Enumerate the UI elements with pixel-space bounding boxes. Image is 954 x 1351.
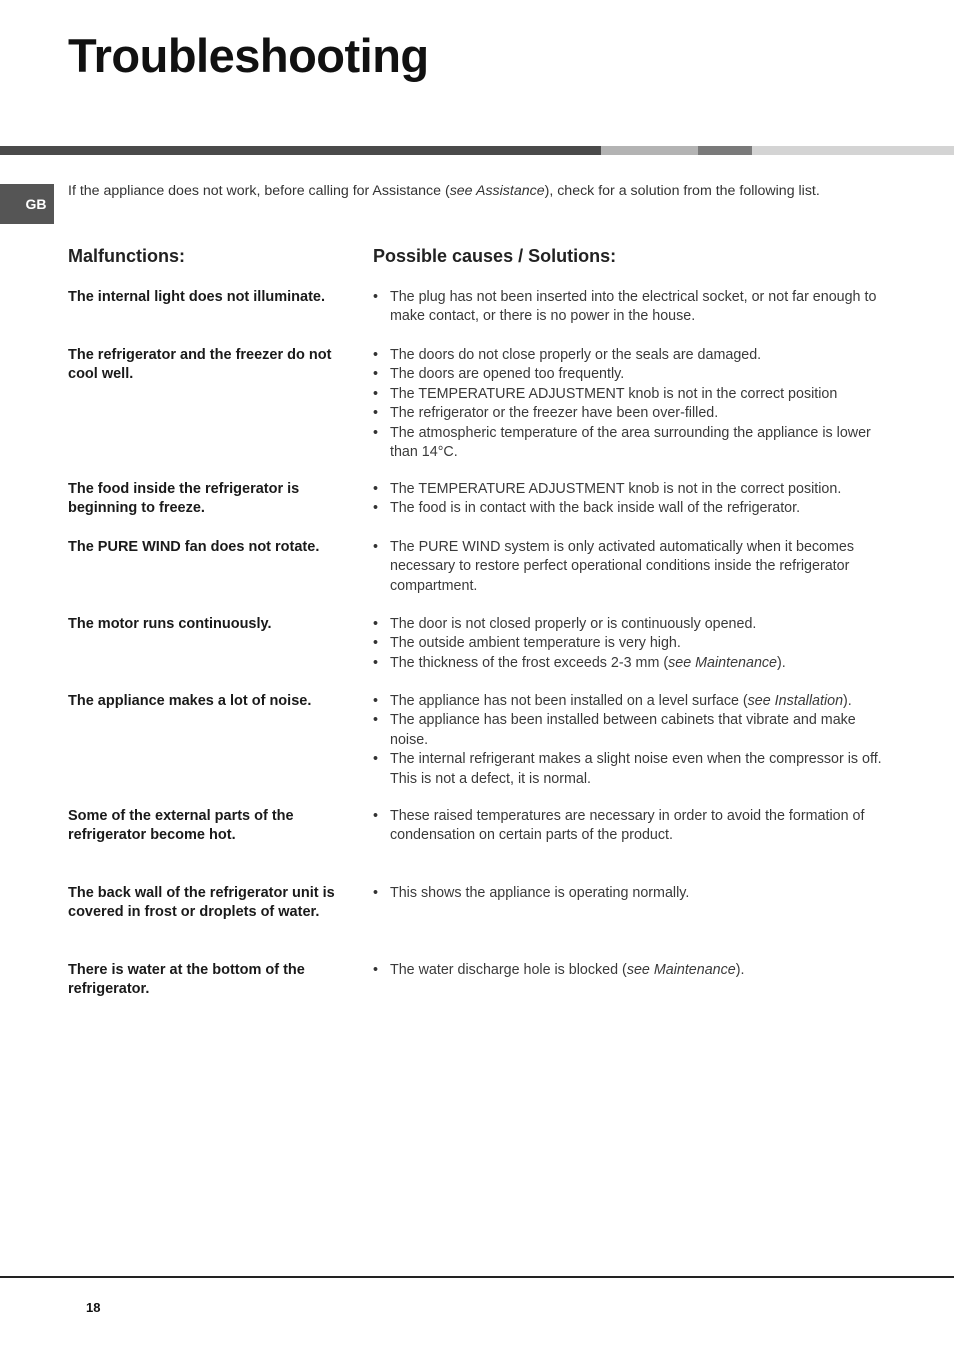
footer-rule xyxy=(0,1276,954,1278)
solution-item xyxy=(373,365,893,384)
solution-text: The doors are opened too frequently. xyxy=(390,366,625,383)
solution-ref: see Installation xyxy=(747,693,844,709)
solution-text: The outside ambient temperature is very high. xyxy=(390,635,681,652)
page-number: 18 xyxy=(86,1300,101,1315)
malfunction-text: The internal light does not illuminate. xyxy=(68,289,325,305)
malfunction-text: The refrigerator and the freezer do not cool well. xyxy=(68,347,332,383)
malfunction-text: The PURE WIND fan does not rotate. xyxy=(68,539,320,555)
solution-text-after: ). xyxy=(735,962,745,978)
solution-text: The TEMPERATURE ADJUSTMENT knob is not in the correct position. xyxy=(390,481,842,497)
solution-item xyxy=(373,346,893,365)
solutions-heading: Possible causes / Solutions: xyxy=(373,246,617,266)
intro-before: If the appliance does not work, before calling for Assistance ( xyxy=(68,183,450,199)
solution-list xyxy=(373,480,893,519)
solution-text: The appliance has not been installed on a level surface ( xyxy=(390,693,748,709)
malfunction-text: The food inside the refrigerator is beginning to freeze. xyxy=(68,481,300,517)
solution-list xyxy=(373,884,893,903)
solution-text: The water discharge hole is blocked ( xyxy=(390,962,627,978)
language-tab: GB xyxy=(0,184,54,224)
solution-item xyxy=(373,884,893,903)
solution-text: The internal refrigerant makes a slight noise even when the compressor is off. This is not a defect, it is normal. xyxy=(390,751,882,787)
solution-text: The refrigerator or the freezer have been over-filled. xyxy=(390,405,719,422)
solution-list xyxy=(373,288,893,327)
header-bar-pale xyxy=(752,146,954,155)
solution-item xyxy=(373,288,893,327)
malfunction-text: The back wall of the refrigerator unit is covered in frost or droplets of water. xyxy=(68,885,335,921)
solution-text: The food is in contact with the back inside wall of the refrigerator. xyxy=(390,500,801,517)
solution-list xyxy=(373,692,893,789)
solution-ref: see Maintenance xyxy=(626,962,736,978)
solution-text: The plug has not been inserted into the electrical socket, or not far enough to make contact, or there is no power in the house. xyxy=(390,289,877,325)
solution-text: The PURE WIND system is only activated automatically when it becomes necessary to restore perfect operational conditions inside the refrigerator compartment. xyxy=(390,539,855,594)
solution-item xyxy=(373,480,893,499)
solution-text: The TEMPERATURE ADJUSTMENT knob is not in the correct position xyxy=(390,385,838,402)
solution-list xyxy=(373,538,893,596)
solution-item xyxy=(373,538,893,596)
solution-text: The doors do not close properly or the seals are damaged. xyxy=(390,347,762,363)
page-title: Troubleshooting xyxy=(68,29,429,82)
solution-text: The appliance has been installed between cabinets that vibrate and make noise. xyxy=(390,712,856,748)
solution-text: These raised temperatures are necessary in order to avoid the formation of condensation on certain parts of the product. xyxy=(390,808,865,844)
solution-item xyxy=(373,961,893,980)
solution-text: The door is not closed properly or is continuously opened. xyxy=(390,616,757,632)
solution-text-after: ). xyxy=(843,693,852,709)
solution-text-after: ). xyxy=(777,654,786,671)
header-bar-dark xyxy=(0,146,601,155)
solution-item xyxy=(373,424,893,463)
solution-list xyxy=(373,615,893,673)
intro-text xyxy=(68,183,820,199)
solution-item xyxy=(373,692,893,711)
malfunction-text: The appliance makes a lot of noise. xyxy=(68,693,312,709)
solution-item xyxy=(373,615,893,634)
header-bar-mid xyxy=(698,146,752,155)
solution-text: The atmospheric temperature of the area surrounding the appliance is lower than 14°C. xyxy=(390,424,871,461)
header-bar-light xyxy=(601,146,698,155)
malfunction-text: There is water at the bottom of the refrigerator. xyxy=(68,962,305,998)
solution-list xyxy=(373,961,893,980)
intro-ref: see Assistance xyxy=(449,183,545,199)
solution-list xyxy=(373,346,893,462)
solution-item xyxy=(373,750,893,789)
malfunction-text: Some of the external parts of the refrigerator become hot. xyxy=(68,808,294,844)
solution-text: This shows the appliance is operating normally. xyxy=(390,885,690,901)
solution-item xyxy=(373,634,893,653)
solution-item xyxy=(373,711,893,750)
solution-ref: see Maintenance xyxy=(668,654,777,671)
solution-item xyxy=(373,385,893,404)
solution-list xyxy=(373,807,893,846)
intro-after: ), check for a solution from the following list. xyxy=(544,183,820,199)
solution-item xyxy=(373,404,893,423)
solution-item xyxy=(373,499,893,518)
malfunctions-heading: Malfunctions: xyxy=(68,246,185,266)
solution-item xyxy=(373,654,893,673)
solution-text: The thickness of the frost exceeds 2-3 mm ( xyxy=(390,654,669,671)
malfunction-text: The motor runs continuously. xyxy=(68,616,272,632)
solution-item xyxy=(373,807,893,846)
